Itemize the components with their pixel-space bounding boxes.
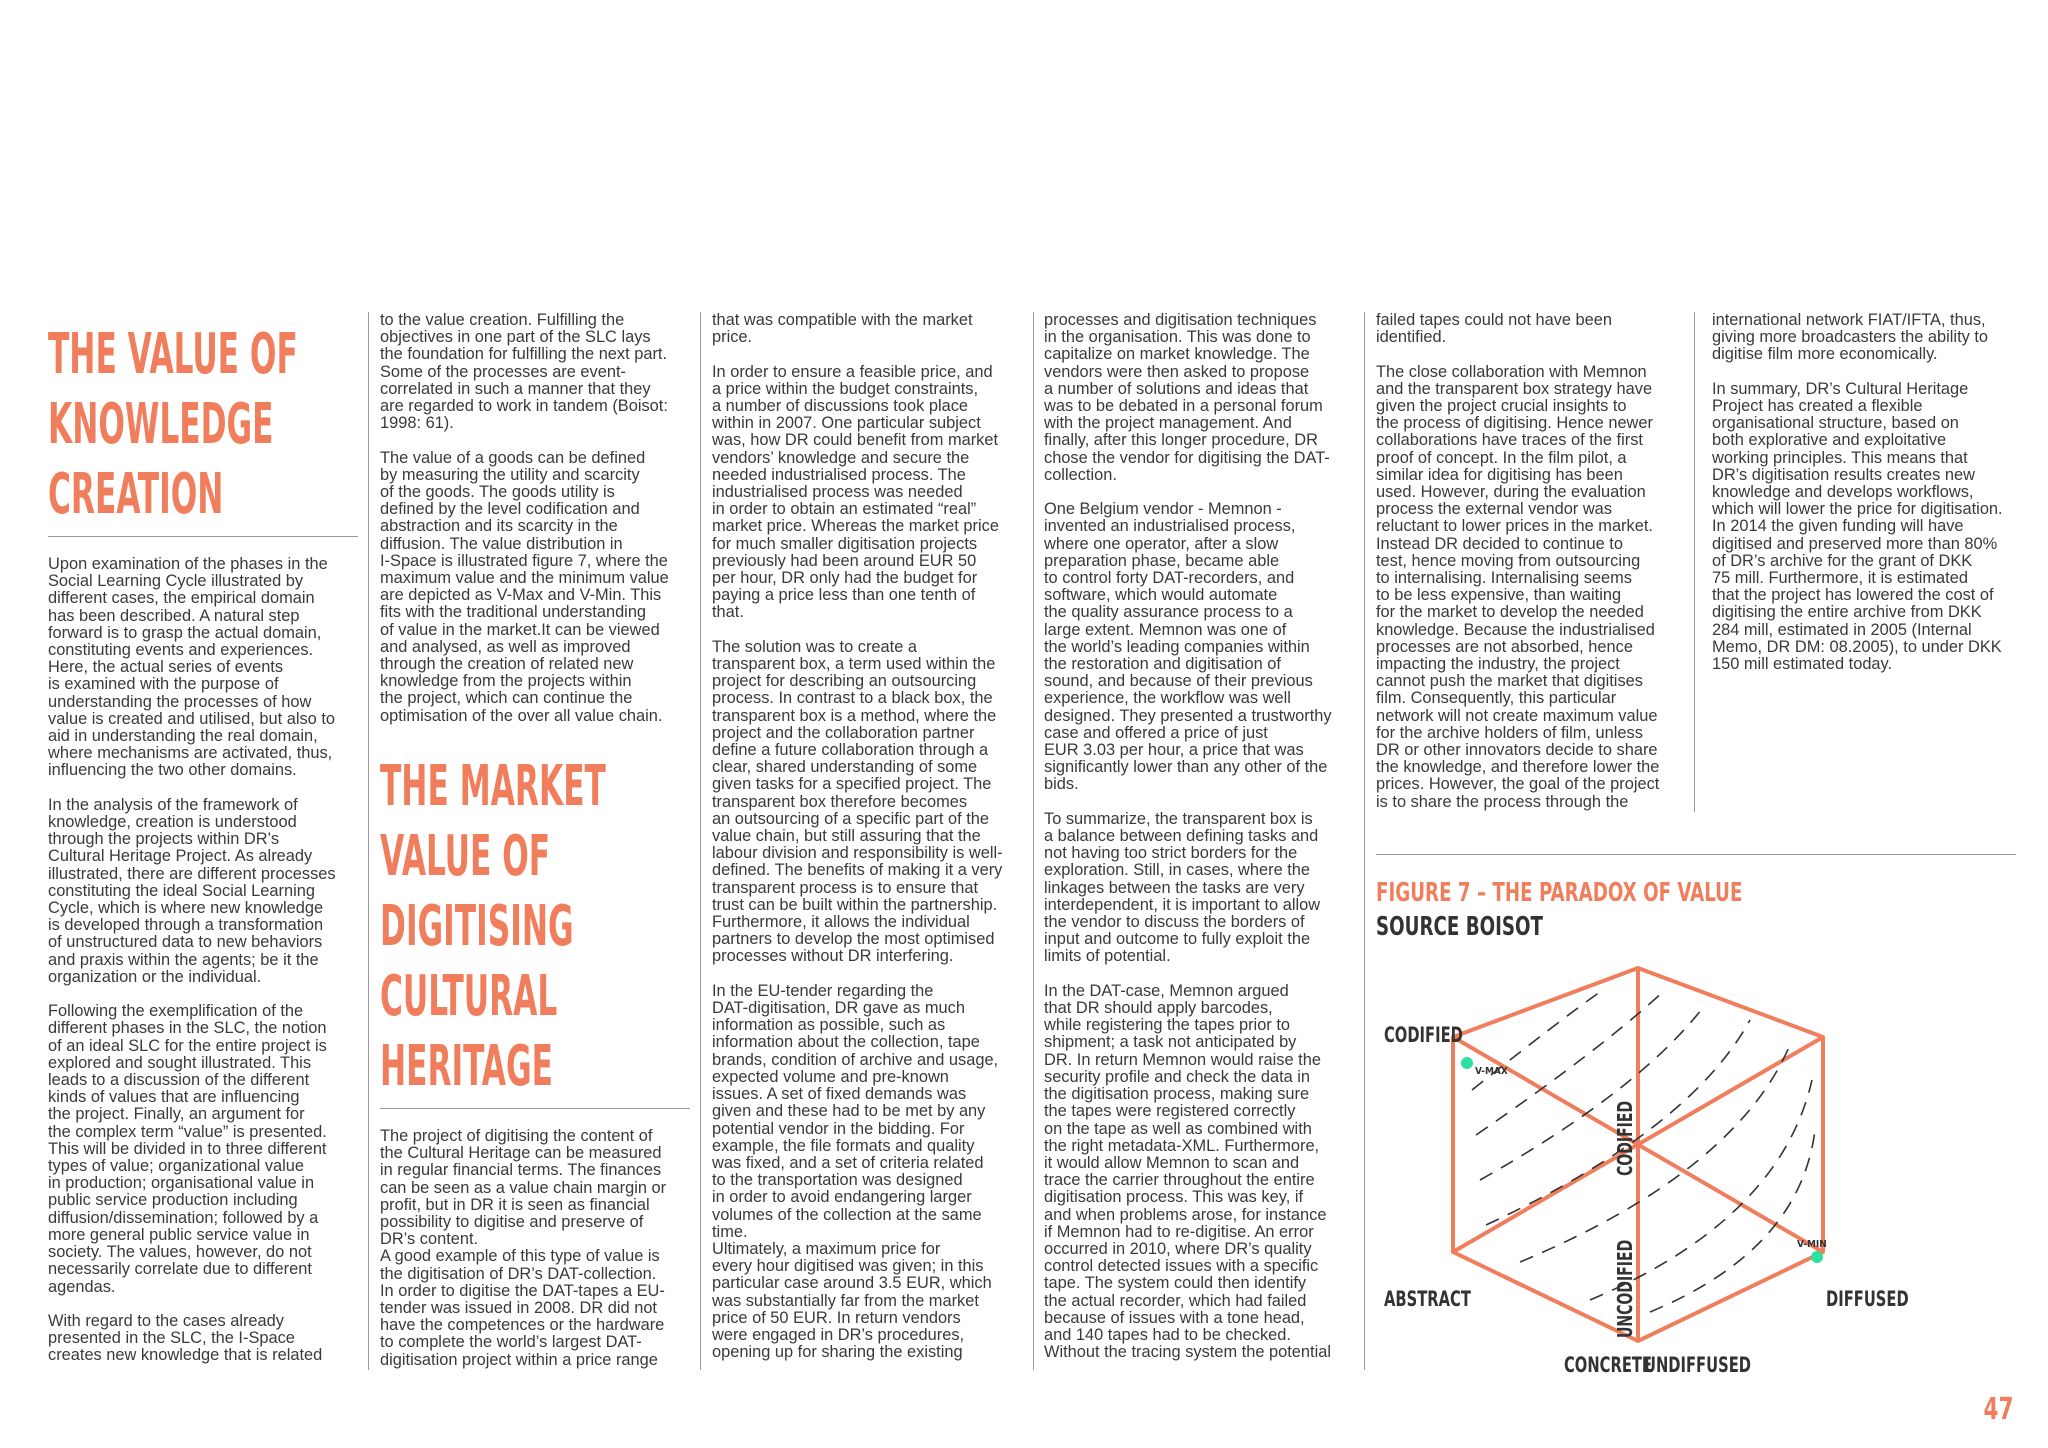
figure-rule: [1376, 854, 2016, 855]
paragraph: The project of digitising the content of the Cultural Heritage can be measured in regular financial terms. The finances can be seen as a value chain margin or profit, but in DR it is seen as financial possibility to digitise and preserve of DR’s content.: [380, 1127, 667, 1249]
heading-rule-1: [48, 536, 358, 537]
v-max-dot: [1461, 1057, 1473, 1069]
column-6: [1712, 312, 2032, 673]
paragraph: To summarize, the transparent box is a balance between defining tasks and not having too strict borders for the exploration. Still, in cases, where the linkages between the tasks are very interdependent, it is important to allow the vendor to discuss the borders of input and outcome to fully exploit the limits of potential.: [1044, 809, 1321, 966]
heading-market-value: THE MARKET VALUE OF DIGITISING CULTURAL HERITAGE: [380, 754, 606, 1099]
paragraph: The solution was to create a transparent box, a term used within the project for describing an outsourcing process. In contrast to a black box, the transparent box is a method, where the project and the collaboration partner define a future collaboration through a clear, shared understanding of some given tasks for a specified project. The transparent box therefore becomes an outsourcing of a specific part of the value chain, but still assuring that the labour division and responsibility is well- defined. The benefits of making it a very transparent process is to ensure that trust can be built within the partnership. Furthermore, it allows the individual partners to develop the most optimised processes without DR interfering.: [712, 637, 1003, 966]
paragraph: processes and digitisation techniques in the organisation. This was done to capitalize on market knowledge. The vendors were then asked to propose a number of solutions and ideas that was to be debated in a personal forum with the project management. And finally, after this longer procedure, DR chose the vendor for digitising the DAT- collection.: [1044, 311, 1330, 484]
v-min-dot: [1811, 1251, 1823, 1263]
paragraph: Ultimately, a maximum price for every hour digitised was given; in this particular case around 3.5 EUR, which was substantially far from the market price of 50 EUR. In return vendors were engaged in DR’s procedures, opening up for sharing the existing: [712, 1239, 992, 1362]
paragraph: In the EU-tender regarding the DAT-digitisation, DR gave as much information as possible, such as information about the collection, tape brands, condition of archive and usage, expected volume and pre-known issues. A set of fixed demands was given and these had to be met by any potential vendor in the bidding. For example, the file formats and quality was fixed, and a set of criteria related to the transportation was designed in order to avoid endangering larger volumes of the collection at the same time.: [712, 981, 999, 1241]
paragraph: Upon examination of the phases in the Social Learning Cycle illustrated by different cases, the empirical domain has been described. A natural step forward is to grasp the actual domain, constituting events and experiences. Here, the actual series of events is examined with the purpose of understanding the processes of how value is created and utilised, but also to aid in understanding the real domain, where mechanisms are activated, thus, influencing the two other domains.: [48, 555, 336, 780]
paragraph: In the analysis of the framework of knowledge, creation is understood through the projects within DR’s Cultural Heritage Project. As already illustrated, there are different processes constituting the ideal Social Learning Cycle, which is where new knowledge is developed through a transformation of unstructured data to new behaviors and praxis within the agents; be it the organization or the individual.: [48, 795, 336, 986]
paragraph: to the value creation. Fulfilling the objectives in one part of the SLC lays the foundation for fulfilling the next part. Some of the processes are event- correlated in such a manner that they are regarded to work in tandem (Boisot: 1998: 61).: [380, 311, 668, 433]
label-v-max: V-MAX: [1475, 1066, 1508, 1077]
column-divider: [1033, 312, 1034, 1370]
column-4: [1044, 312, 1364, 1361]
label-abstract: ABSTRACT: [1384, 1288, 1471, 1312]
paragraph: In summary, DR’s Cultural Heritage Project has created a flexible organisational structure, based on both explorative and exploitative working principles. This means that DR’s digitisation results creates new knowledge and develops workflows, which will lower the price for digitisation. In 2014 the given funding will have digitised and preserved more than 80% of DR’s archive for the grant of DKK 75 mill. Furthermore, it is estimated that the project has lowered the cost of digitising the entire archive from DKK 284 mill, estimated in 2005 (Internal Memo, DR DM: 08.2005), to under DKK 150 mill estimated today.: [1712, 379, 2003, 674]
paragraph: international network FIAT/IFTA, thus, giving more broadcasters the ability to digitise film more economically.: [1712, 311, 1989, 364]
page-number: 47: [1983, 1392, 2014, 1427]
label-undiffused: UNDIFFUSED: [1643, 1354, 1752, 1378]
paragraph: failed tapes could not have been identified.: [1376, 311, 1613, 347]
label-diffused: DIFFUSED: [1826, 1288, 1909, 1312]
cube-outline: [1453, 968, 1823, 1341]
paragraph: One Belgium vendor - Memnon - invented an industrialised process, where one operator, after a slow preparation phase, became able to control forty DAT-recorders, and software, which would automate the quality assurance process to a large extent. Memnon was one of the world’s leading companies within the restoration and digitisation of sound, and because of their previous experience, the workflow was well designed. They presented a trustworthy case and offered a price of just EUR 3.03 per hour, a price that was significantly lower than any other of the bids.: [1044, 500, 1332, 794]
column-divider: [700, 312, 701, 1370]
figure-source: SOURCE BOISOT: [1376, 912, 1544, 942]
paragraph: The value of a goods can be defined by measuring the utility and scarcity of the goods. The goods utility is defined by the level codification and abstraction and its scarcity in the diffusion. The value distribution in I-Space is illustrated figure 7, where the maximum value and the minimum value are depicted as V-Max and V-Min. This fits with the traditional understanding of value in the market.It can be viewed and analysed, as well as improved through the creation of related new knowledge from the projects within the project, which can continue the optimisation of the over all value chain.: [380, 448, 669, 725]
paragraph: The close collaboration with Memnon and the transparent box strategy have given the project crucial insights to the process of digitising. Hence newer collaborations have traces of the first proof of concept. In the film pilot, a similar idea for digitising has been used. However, during the evaluation process the external vendor was reluctant to lower prices in the market. Instead DR decided to continue to test, hence moving from outsourcing to internalising. Internalising seems to be less expensive, than waiting for the market to develop the needed knowledge. Because the industrialised processes are not absorbed, hence impacting the industry, the project cannot push the market that digitises film. Consequently, this particular network will not create maximum value for the archive holders of film, unless DR or other innovators decide to share the knowledge, and therefore lower the prices. However, the goal of the project is to share the process through the: [1376, 362, 1660, 811]
label-concrete: CONCRETE: [1564, 1354, 1653, 1378]
column-2-bottom: [380, 1128, 698, 1369]
axis-uncodified: UNCODIFIED: [1614, 1239, 1638, 1338]
paragraph: that was compatible with the market price.: [712, 311, 973, 347]
figure-caption: [1376, 876, 1742, 944]
column-3: [712, 312, 1032, 1361]
heading-value-of-knowledge-creation: THE VALUE OF KNOWLEDGE CREATION: [48, 322, 298, 527]
column-1: [48, 556, 366, 1365]
label-v-min: V-MIN: [1797, 1239, 1827, 1250]
paradox-of-value-cube: [1370, 960, 1909, 1380]
paragraph: In order to ensure a feasible price, and a price within the budget constraints, a number of discussions took place within in 2007. One particular subject was, how DR could benefit from market vendors’ knowledge and secure the needed industrialised process. The industrialised process was needed in order to obtain an estimated “real” market price. Whereas the market price for much smaller digitisation projects previously had been around EUR 50 per hour, DR only had the budget for paying a price less than one tenth of that.: [712, 362, 999, 622]
column-divider: [1694, 312, 1695, 812]
paragraph: Following the exemplification of the different phases in the SLC, the notion of an ideal SLC for the entire project is explored and sought illustrated. This leads to a discussion of the different kinds of values that are influencing the project. Finally, an argument for the complex term “value” is presented. This will be divided in to three different types of value; organizational value in production; organisational value in public service production including diffusion/dissemination; followed by a more general public service value in society. The values, however, do not necessarily correlate due to different agendas.: [48, 1002, 327, 1296]
column-5: [1376, 312, 1696, 811]
paragraph: With regard to the cases already presented in the SLC, the I-Space creates new knowledge that is related: [48, 1311, 323, 1365]
paragraph: A good example of this type of value is the digitisation of DR’s DAT-collection. In order to digitise the DAT-tapes a EU- tender was issued in 2008. DR did not have the competences or the hardware to complete the world’s largest DAT- digitisation project within a price range: [380, 1247, 665, 1369]
figure-title: FIGURE 7 – THE PARADOX OF VALUE: [1376, 878, 1743, 908]
column-divider: [368, 312, 369, 1370]
value-contours: [1472, 990, 1815, 1312]
column-divider: [1364, 312, 1365, 1370]
column-2-top: [380, 312, 698, 725]
axis-codified: CODIFIED: [1614, 1100, 1638, 1176]
heading-rule-2: [380, 1108, 690, 1109]
label-codified: CODIFIED: [1384, 1024, 1463, 1048]
paragraph: In the DAT-case, Memnon argued that DR should apply barcodes, while registering the tapes prior to shipment; a task not anticipated by DR. In return Memnon would raise the security profile and check the data in the digitisation process, making sure the tapes were registered correctly on the tape as well as combined with the right metadata-XML. Furthermore, it would allow Memnon to scan and trace the carrier throughout the entire digitisation process. This was key, if and when problems arose, for instance if Memnon had to re-digitise. An error occurred in 2010, where DR’s quality control detected issues with a specific tape. The system could then identify the actual recorder, which had failed because of issues with a tone head, and 140 tapes had to be checked. Without the tracing system the potential: [1044, 981, 1331, 1362]
